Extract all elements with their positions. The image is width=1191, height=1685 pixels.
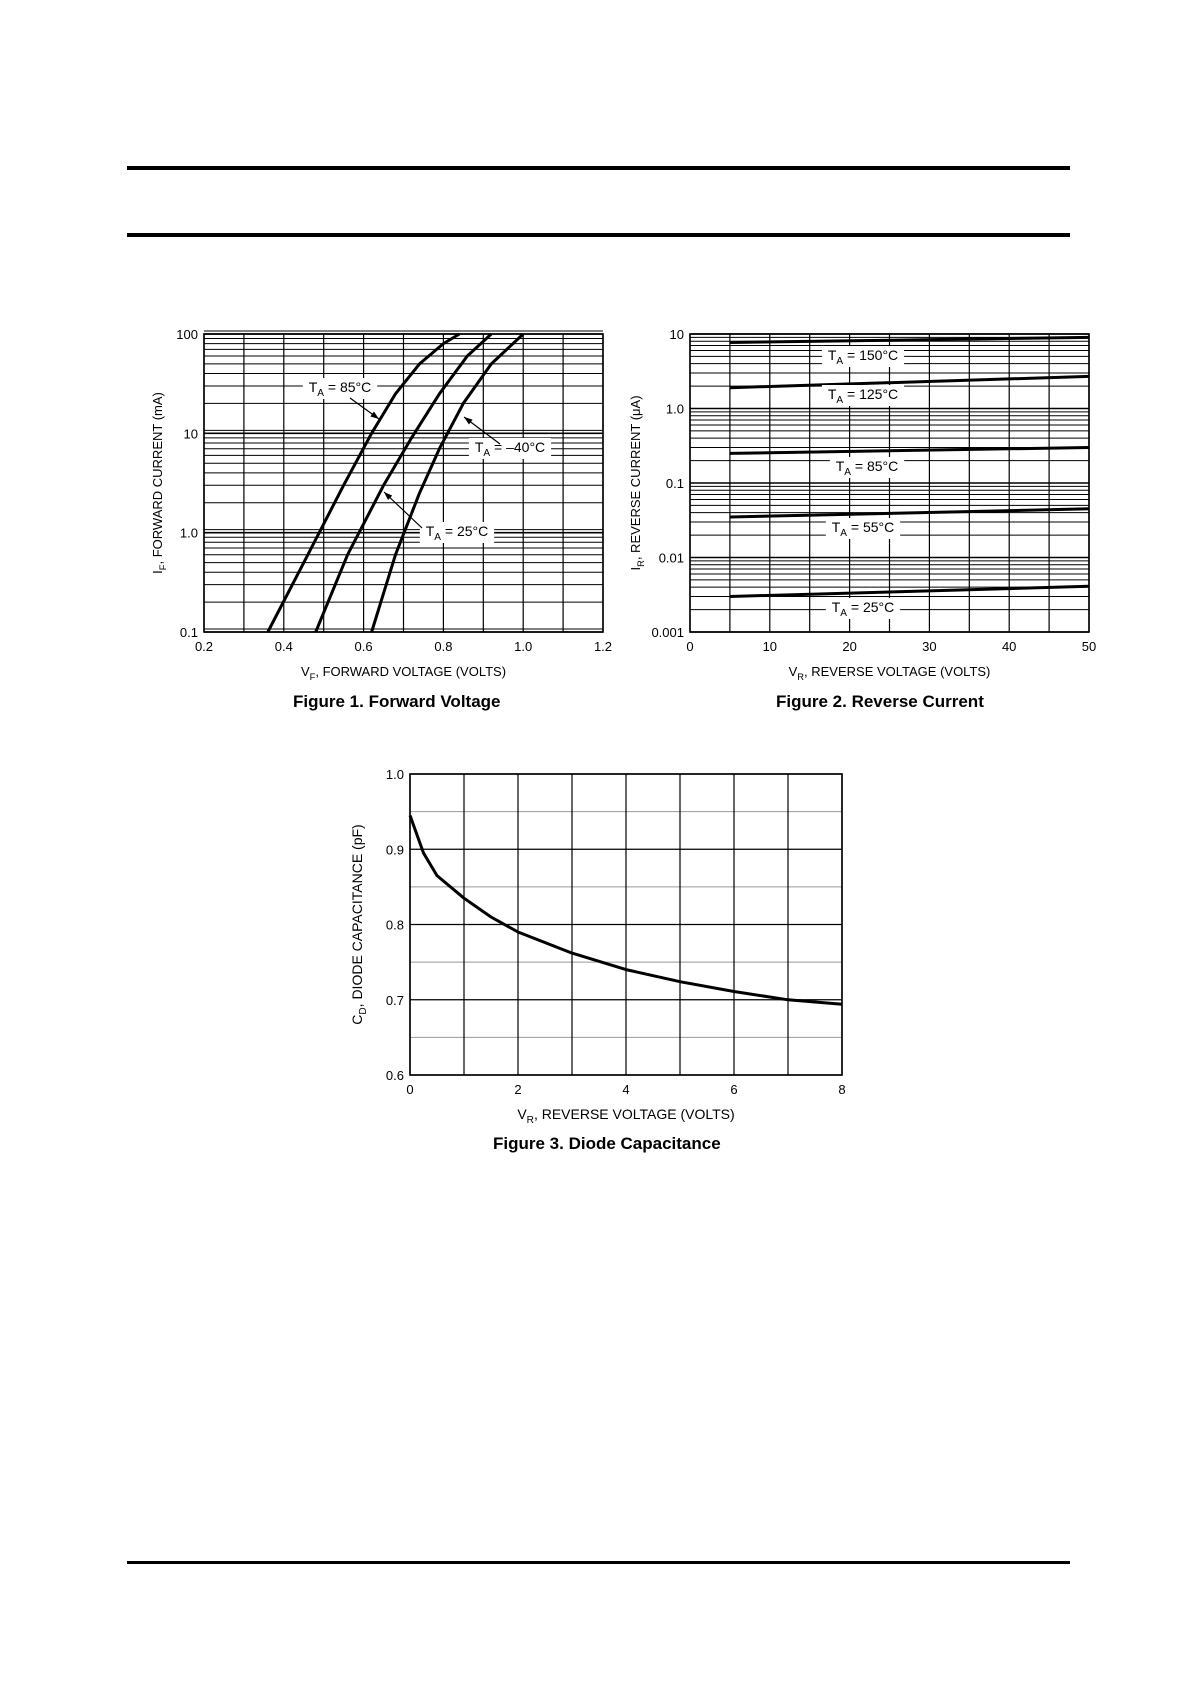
y-tick-label: 0.1 [665, 476, 684, 491]
series-label-minus40c: $T_A = -40^\circ C$ [474, 439, 546, 460]
x-tick-label: 0 [686, 639, 694, 654]
y-tick-label: 100 [176, 327, 198, 342]
y-tick-label: 10 [669, 327, 684, 342]
figure-3-caption: Figure 3. Diode Capacitance [493, 1134, 721, 1153]
x-tick-label: 0.8 [434, 639, 453, 654]
y-tick-label: 1.0 [665, 401, 684, 417]
x-tick-label: 0.4 [274, 639, 293, 654]
y-tick-label: 0.9 [385, 842, 404, 858]
x-tick-label: 4 [622, 1082, 630, 1097]
x-tick-label: 8 [838, 1082, 846, 1097]
x-tick-label: 10 [762, 639, 778, 654]
y-tick-label: 1.0 [179, 525, 198, 541]
x-tick-label: 1.2 [593, 639, 613, 654]
figure-1-caption: Figure 1. Forward Voltage [293, 692, 501, 711]
y-tick-label: 0.6 [385, 1068, 404, 1083]
series-label-85c: $T_A = 85^\circ C$ [308, 379, 372, 400]
series-label-55c: $T_A = 55^\circ C$ [831, 519, 895, 540]
series-label-150c: $T_A = 150^\circ C$ [827, 347, 899, 368]
series-label-25c: $T_A = 25^\circ C$ [425, 523, 489, 544]
x-tick-label: 0.2 [194, 639, 214, 654]
y-tick-label: 0.7 [385, 992, 404, 1008]
x-tick-label: 0 [406, 1082, 414, 1097]
x-tick-label: 2 [514, 1082, 522, 1097]
series-label-125c: $T_A = 125^\circ C$ [827, 386, 899, 407]
y-axis-label: $I_F$, FORWARD CURRENT (mA) [150, 392, 168, 574]
y-tick-label: 0.1 [179, 625, 198, 640]
y-axis-label: $C_D$, DIODE CAPACITANCE (pF) [349, 824, 370, 1025]
footer-rule [127, 1561, 1070, 1564]
y-tick-label: 0.8 [385, 917, 404, 933]
figure-2-caption: Figure 2. Reverse Current [776, 692, 984, 711]
x-tick-label: 1.0 [514, 639, 533, 654]
plot-area [410, 774, 842, 1075]
y-tick-label: 1.0 [385, 767, 404, 782]
y-tick-label: 10 [183, 426, 198, 442]
x-tick-label: 50 [1081, 639, 1097, 654]
x-tick-label: 40 [1001, 639, 1017, 654]
x-axis-label: $V_F$, FORWARD VOLTAGE (VOLTS) [300, 664, 507, 682]
x-tick-label: 6 [730, 1082, 738, 1097]
series-label-25c: $T_A = 25^\circ C$ [831, 599, 895, 620]
series-label-85c: $T_A = 85^\circ C$ [835, 458, 899, 479]
y-axis-label: $I_R$, REVERSE CURRENT (μA) [628, 395, 646, 571]
x-tick-label: 0.6 [354, 639, 373, 654]
y-tick-label: 0.01 [658, 550, 684, 566]
x-axis-label: $V_R$, REVERSE VOLTAGE (VOLTS) [517, 1106, 735, 1127]
x-axis-label: $V_R$, REVERSE VOLTAGE (VOLTS) [788, 664, 991, 682]
x-tick-label: 30 [922, 639, 937, 654]
x-tick-label: 20 [842, 639, 857, 654]
y-tick-label: 0.001 [651, 625, 684, 640]
